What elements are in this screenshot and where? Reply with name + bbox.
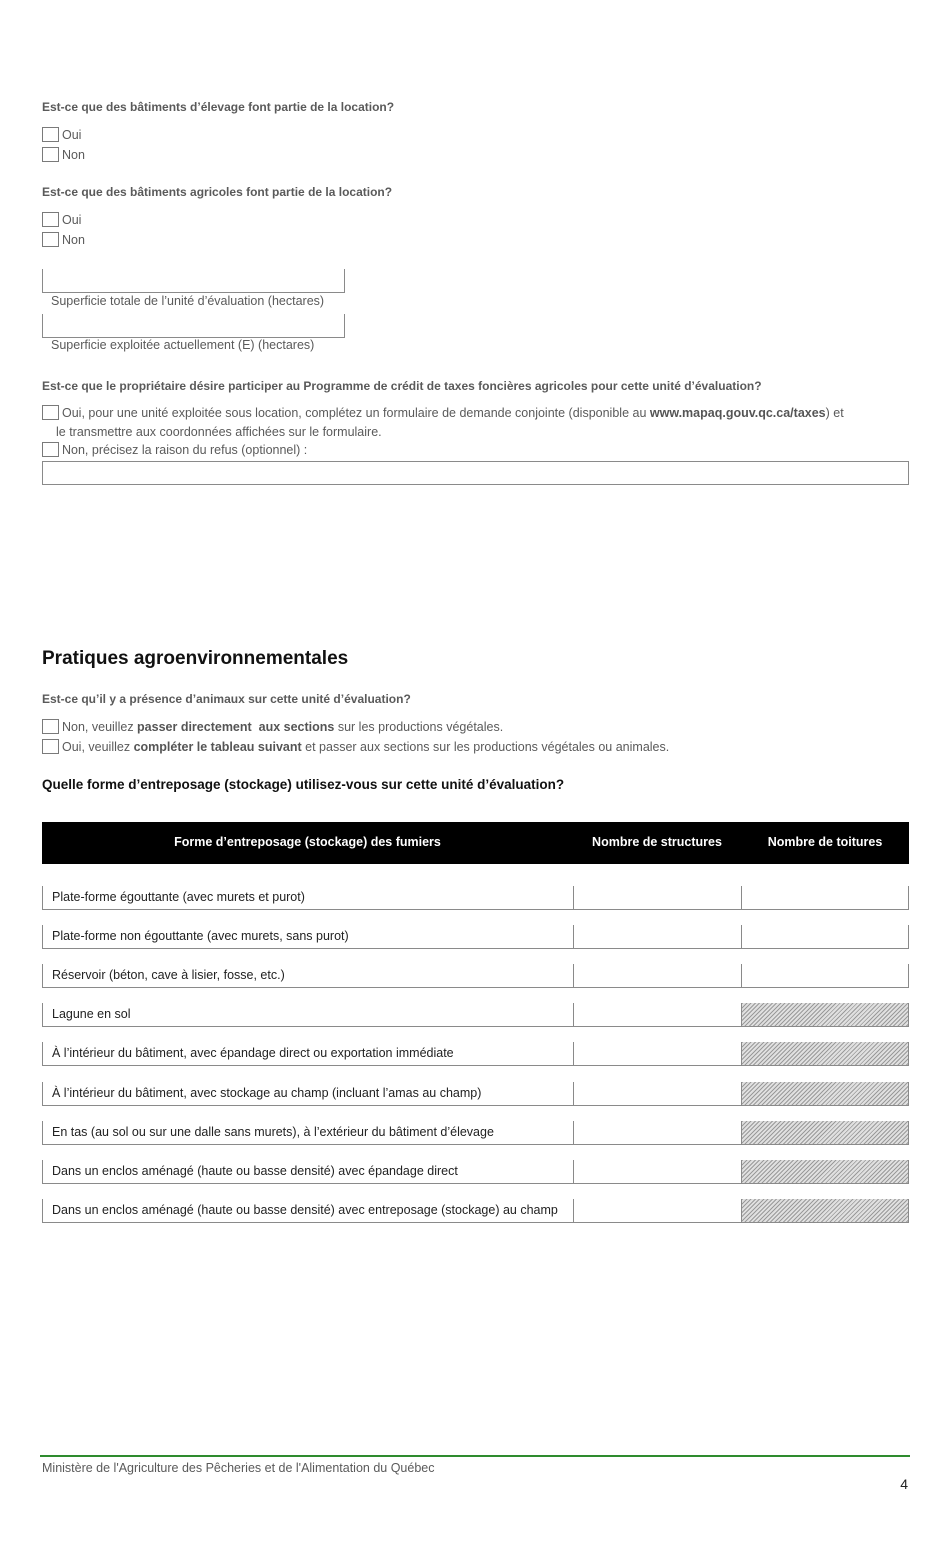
- superficie-exploitee-input[interactable]: [42, 314, 345, 338]
- structures-input[interactable]: [573, 1199, 741, 1223]
- option-label: [62, 719, 503, 736]
- row-label: À l’intérieur du bâtiment, avec épandage direct ou exportation immédiate: [42, 1042, 573, 1066]
- header-structures: Nombre de structures: [592, 835, 722, 849]
- question-programme: Est-ce que le propriétaire désire participer au Programme de crédit de taxes foncières agricoles pour cette unité d’évaluation?: [42, 379, 762, 393]
- superficie-exploitee-label: Superficie exploitée actuellement (E) (hectares): [51, 338, 315, 352]
- table-row: [42, 1042, 909, 1066]
- structures-input[interactable]: [573, 925, 741, 949]
- question-animaux: Est-ce qu’il y a présence d’animaux sur cette unité d’évaluation?: [42, 692, 411, 706]
- row-label: Plate-forme égouttante (avec murets et purot): [42, 886, 573, 910]
- toitures-input[interactable]: [741, 964, 909, 988]
- superficie-totale-label: Superficie totale de l’unité d’évaluation (hectares): [51, 294, 325, 308]
- toitures-disabled-cell: [741, 1082, 909, 1106]
- structures-input[interactable]: [573, 886, 741, 910]
- toitures-disabled-cell: [741, 1121, 909, 1145]
- row-label: Plate-forme non égouttante (avec murets, sans purot): [42, 925, 573, 949]
- checkbox-animaux-oui[interactable]: [42, 739, 59, 754]
- footer-divider: [40, 1455, 910, 1457]
- checkbox-animaux-non[interactable]: [42, 719, 59, 734]
- table-row: [42, 1003, 909, 1027]
- option-label: [62, 405, 844, 422]
- option-programme-oui-line2: [56, 424, 382, 441]
- option-elevage-oui[interactable]: [42, 127, 81, 144]
- table-row: [42, 964, 909, 988]
- option-label: Oui: [62, 213, 82, 227]
- row-label: Lagune en sol: [42, 1003, 573, 1027]
- row-label: En tas (au sol ou sur une dalle sans murets), à l’extérieur du bâtiment d’élevage: [42, 1121, 573, 1145]
- option-label: Non: [62, 233, 85, 247]
- header-toitures: Nombre de toitures: [767, 835, 883, 849]
- checkbox-elevage-non[interactable]: [42, 147, 59, 162]
- toitures-disabled-cell: [741, 1199, 909, 1223]
- toitures-disabled-cell: [741, 1042, 909, 1066]
- option-agricoles-oui[interactable]: [42, 212, 81, 229]
- table-row: [42, 886, 909, 910]
- table-row: [42, 1199, 909, 1223]
- oui-text-post: ) et: [825, 406, 844, 420]
- oui-text-pre: Oui, pour une unité exploitée sous location, complétez un formulaire de demande conjointe (disponible au: [62, 406, 650, 420]
- option-label: [62, 739, 669, 756]
- option-programme-non[interactable]: [42, 442, 307, 459]
- checkbox-elevage-oui[interactable]: [42, 127, 59, 142]
- toitures-disabled-cell: [741, 1160, 909, 1184]
- toitures-disabled-cell: [741, 1003, 909, 1027]
- oui-pre: Oui, veuillez: [62, 740, 134, 754]
- table-row: [42, 1160, 909, 1184]
- table-row: [42, 925, 909, 949]
- option-label: Non, précisez la raison du refus (optionnel) :: [62, 443, 308, 457]
- table-row: [42, 1082, 909, 1106]
- structures-input[interactable]: [573, 1003, 741, 1027]
- row-label: Dans un enclos aménagé (haute ou basse densité) avec épandage direct: [42, 1160, 573, 1184]
- structures-input[interactable]: [573, 1042, 741, 1066]
- toitures-input[interactable]: [741, 886, 909, 910]
- question-agricoles: Est-ce que des bâtiments agricoles font partie de la location?: [42, 185, 393, 199]
- header-forme: Forme d’entreposage (stockage) des fumiers: [174, 835, 441, 849]
- structures-input[interactable]: [573, 964, 741, 988]
- page-number: 4: [900, 1476, 908, 1492]
- mapaq-link[interactable]: www.mapaq.gouv.qc.ca/taxes: [649, 406, 826, 420]
- superficie-totale-input[interactable]: [42, 269, 345, 293]
- structures-input[interactable]: [573, 1160, 741, 1184]
- option-animaux-non[interactable]: [42, 719, 503, 736]
- non-bold: passer directement aux sections: [137, 720, 335, 734]
- non-pre: Non, veuillez: [62, 720, 138, 734]
- option-label: le transmettre aux coordonnées affichées sur le formulaire.: [56, 425, 382, 439]
- option-elevage-non[interactable]: [42, 147, 85, 164]
- option-label: Oui: [62, 128, 82, 142]
- row-label: Dans un enclos aménagé (haute ou basse densité) avec entreposage (stockage) au champ: [42, 1199, 573, 1223]
- section-title: Pratiques agroenvironnementales: [42, 648, 349, 669]
- non-post: sur les productions végétales.: [334, 720, 504, 734]
- oui-bold: compléter le tableau suivant: [133, 740, 302, 754]
- option-agricoles-non[interactable]: [42, 232, 85, 249]
- oui-post: et passer aux sections sur les productions végétales ou animales.: [301, 740, 670, 754]
- structures-input[interactable]: [573, 1082, 741, 1106]
- structures-input[interactable]: [573, 1121, 741, 1145]
- option-animaux-oui[interactable]: [42, 739, 669, 756]
- table-header: [42, 822, 909, 864]
- checkbox-agricoles-oui[interactable]: [42, 212, 59, 227]
- question-elevage: Est-ce que des bâtiments d’élevage font partie de la location?: [42, 100, 395, 114]
- toitures-input[interactable]: [741, 925, 909, 949]
- row-label: Réservoir (béton, cave à lisier, fosse, etc.): [42, 964, 573, 988]
- checkbox-agricoles-non[interactable]: [42, 232, 59, 247]
- option-label: Non: [62, 148, 85, 162]
- question-stockage: Quelle forme d’entreposage (stockage) utilisez-vous sur cette unité d’évaluation?: [42, 777, 565, 792]
- option-programme-oui[interactable]: [42, 405, 844, 422]
- raison-refus-input[interactable]: [42, 461, 909, 485]
- row-label: À l’intérieur du bâtiment, avec stockage au champ (incluant l’amas au champ): [42, 1082, 573, 1106]
- footer-ministry: Ministère de l'Agriculture des Pêcheries et de l'Alimentation du Québec: [42, 1461, 435, 1475]
- checkbox-programme-oui[interactable]: [42, 405, 59, 420]
- table-row: [42, 1121, 909, 1145]
- checkbox-programme-non[interactable]: [42, 442, 59, 457]
